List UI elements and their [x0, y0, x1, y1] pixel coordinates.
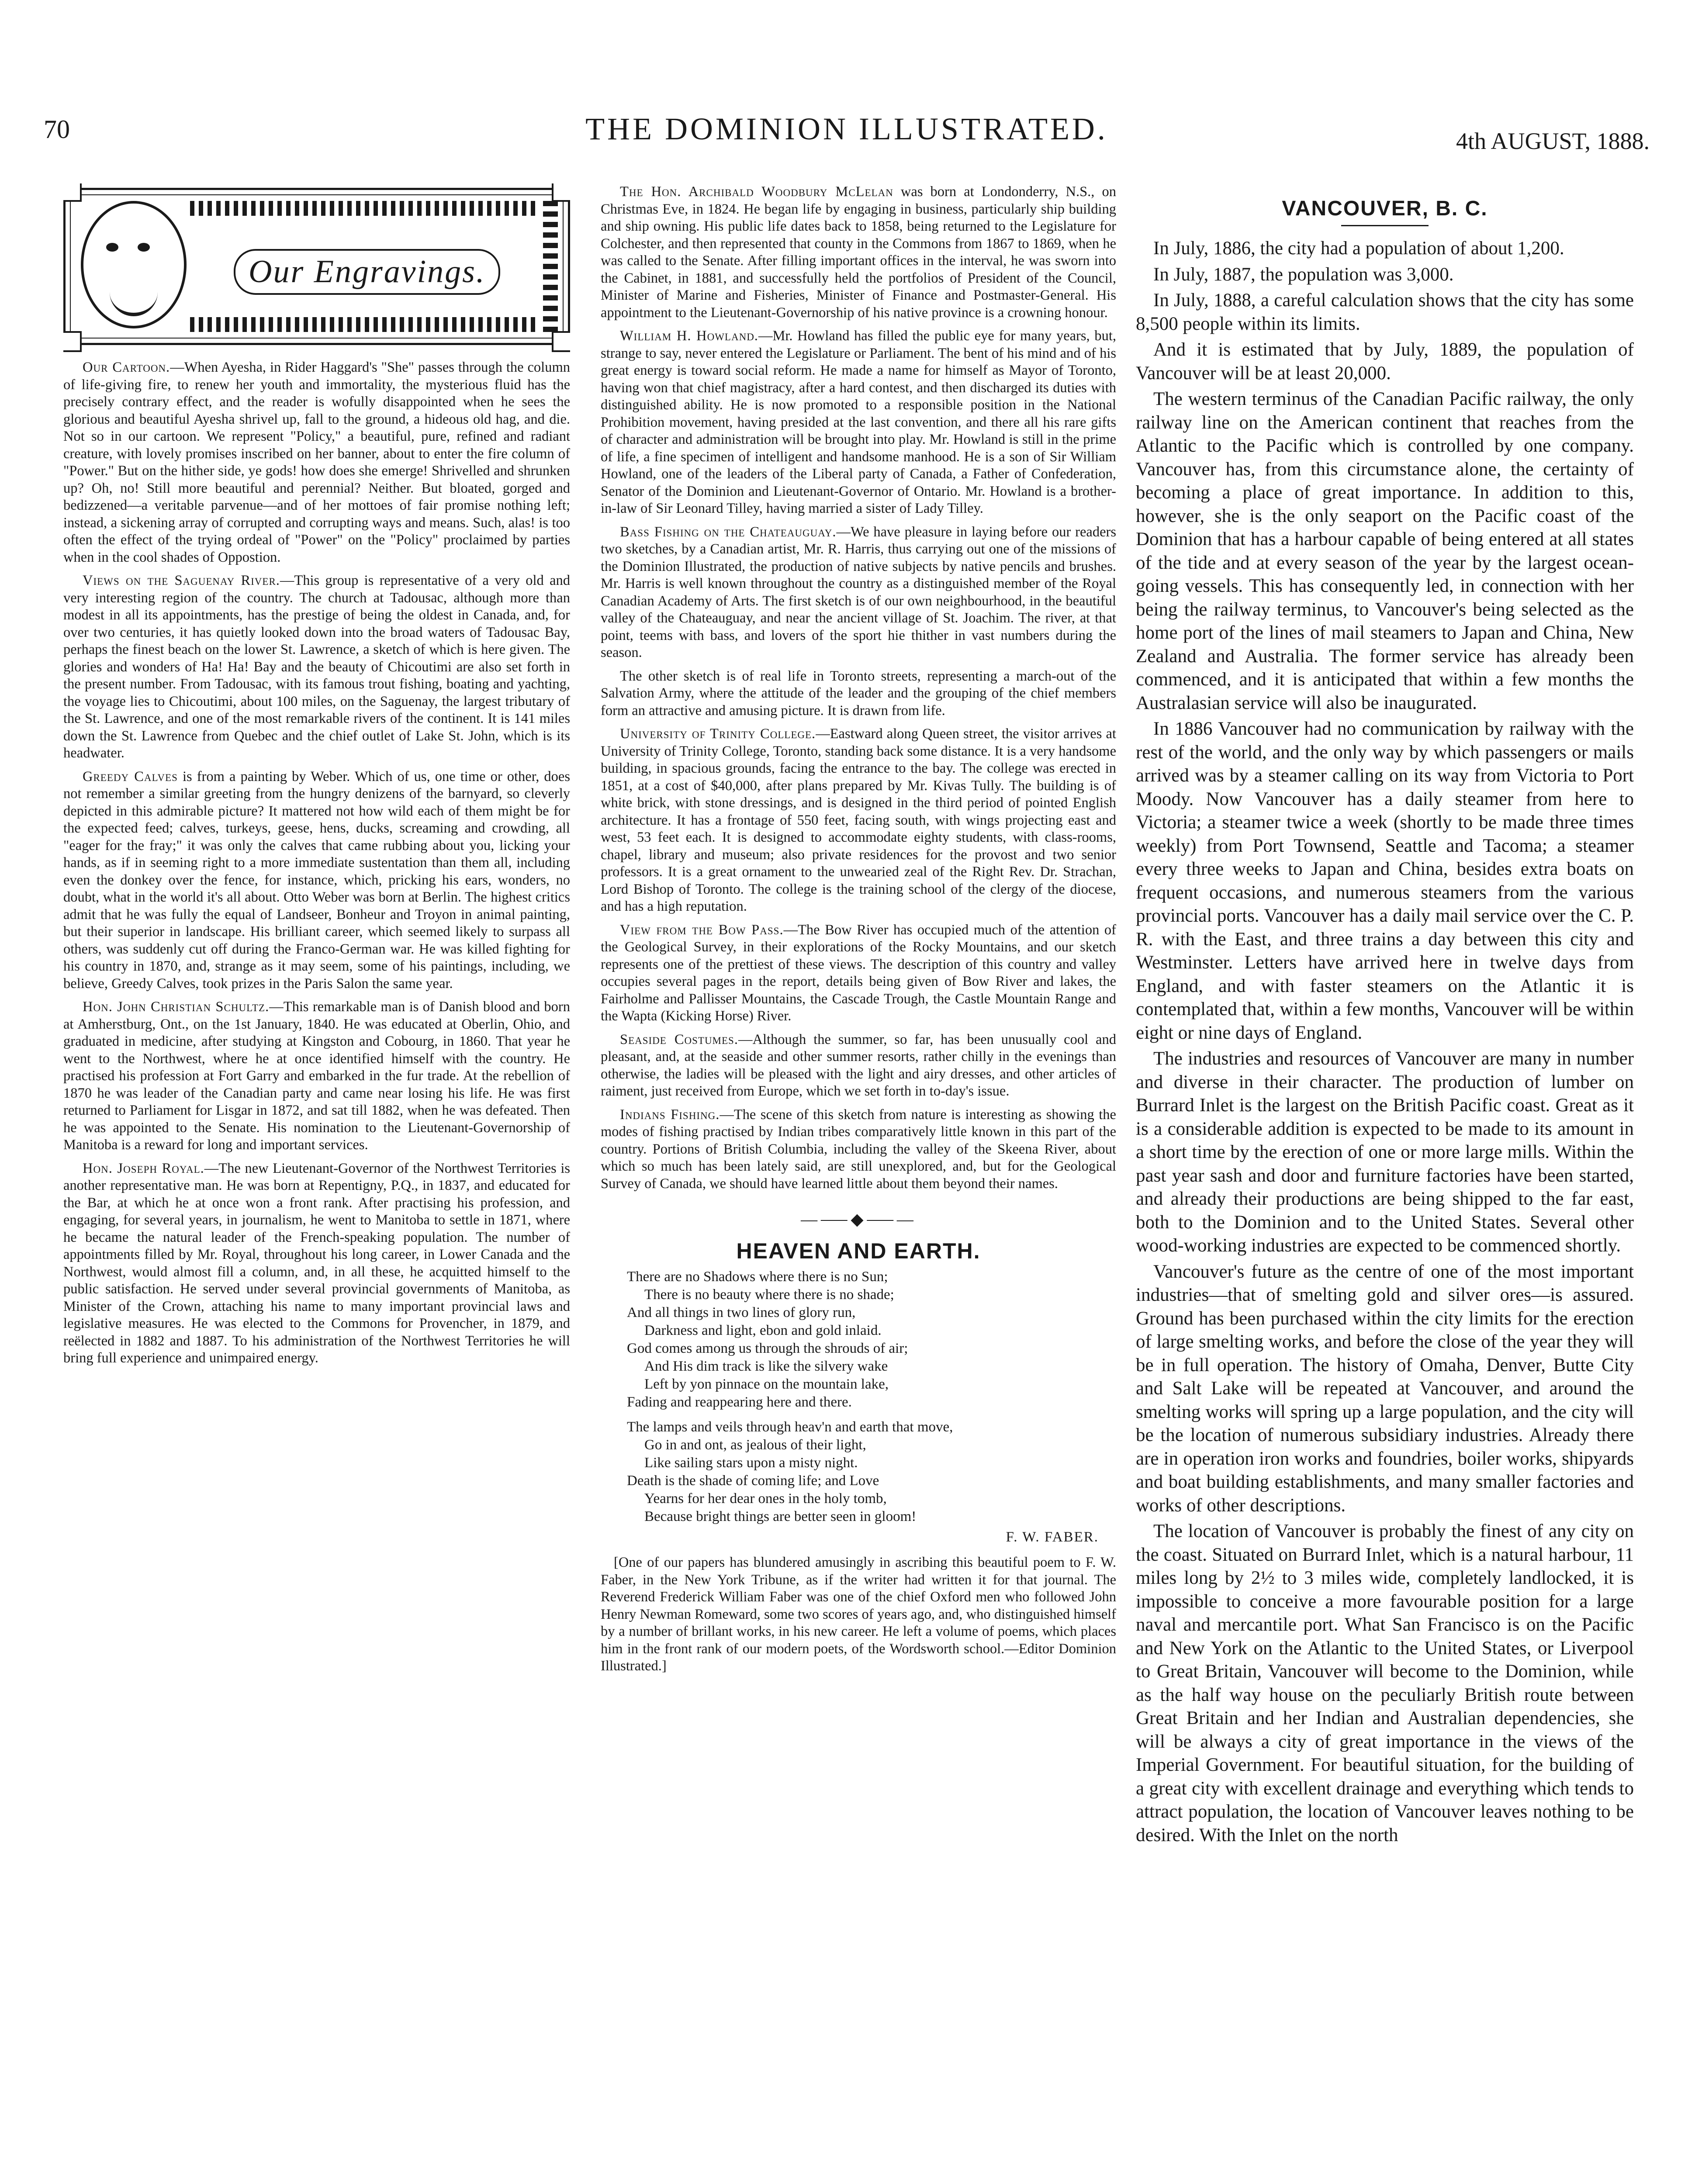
paragraph-text: The other sketch is of real life in Toronto streets, representing a march-out of the Salvation Army, where the attitude of the leader and the grouping of the chief members form an attractive and amusing picture. It is drawn from life.	[601, 668, 1116, 719]
engraving-paragraph	[601, 183, 1116, 321]
paragraph-lead: Bass Fishing on the Chateauguay.	[620, 524, 837, 540]
paragraph-lead: University of Trinity College.	[620, 726, 816, 742]
poem-line: Death is the shade of coming life; and Love	[627, 1473, 879, 1489]
engraving-paragraph	[63, 1160, 570, 1367]
article-paragraph: The industries and resources of Vancouver are many in number and diverse in their character. The production of lumber on Burrard Inlet is the largest on the British Pacific coast. Great as it is a considerable addition is expected to be made to its amount in a short time by the erection of one or more large mills. Within the past year sash and door and furniture factories have been started, and already their productions are being shipped to the far east, both to the Dominion and to the United States. Several other wood-working industries are expected to be commenced shortly.	[1136, 1048, 1634, 1256]
poem-title: HEAVEN AND EARTH.	[736, 1239, 981, 1263]
corner-ornament	[63, 331, 82, 352]
poem-line: There are no Shadows where there is no Sun;	[627, 1269, 888, 1285]
section-divider-ornament: —⸺◆⸺—	[801, 1210, 916, 1229]
corner-ornament	[552, 183, 570, 202]
paragraph-text: —The scene of this sketch from nature is interesting as showing the modes of fishing practised by Indian tribes comparatively little known in this part of the country. Portions of British Columbia, including the valley of the Skeena River, about which so much has been lately said, are still unexplored, and, but for the Geological Survey of Canada, we should have learned little about them beyond their names.	[601, 1106, 1116, 1192]
poem-line: God comes among us through the shrouds of air;	[627, 1341, 908, 1356]
engraving-paragraph	[63, 768, 570, 993]
ornamental-side-border	[543, 201, 558, 332]
engraving-paragraph	[601, 1031, 1116, 1100]
paragraph-text: was born at Londonderry, N.S., on Christmas Eve, in 1824. He began life by engaging in business, particularly ship building and ship owning. His public life dates back to 1858, being returned to the Legislature for Colchester, and then represented that county in the Commons from 1867 to 1869, when he was called to the Senate. After filling important offices in the interval, he was sworn into the Cabinet, in 1881, and successfully held the portfolios of President of the Council, Minister of Marine and Fisheries, Minister of Finance and Postmaster-General. His appointment to the Lieutenant-Governorship of his native province is a crowning honour.	[601, 184, 1116, 321]
paragraph-lead: William H. Howland.	[620, 328, 758, 344]
article-paragraph: In July, 1886, the city had a population of about 1,200.	[1153, 238, 1564, 259]
corner-ornament	[552, 331, 570, 352]
poem-body	[627, 1268, 1116, 1526]
poem-line: And all things in two lines of glory run,	[627, 1305, 856, 1320]
masthead-title: THE DOMINION ILLUSTRATED.	[585, 111, 1108, 146]
engraving-paragraph	[601, 524, 1116, 662]
article-paragraph: The western terminus of the Canadian Pacific railway, the only railway line on the American continent that reaches from the Atlantic to the Pacific which is controlled by one company. Vancouver has, from this circumstance alone, the certainty of becoming a place of great importance. In addition to this, however, she is the only seaport on the Pacific coast of the Dominion that has a harbour capable of being entered at all states of the tide and at every season of the year by the largest ocean-going vessels. This has consequently led, in connection with her being the railway terminus, to Vancouver's being selected as the home port of the lines of mail steamers to Japan and China, New Zealand and Australia. The former service has already been commenced, and it is anticipated that within a few months the Australasian service will also be inaugurated.	[1136, 389, 1634, 713]
poem-line: The lamps and veils through heav'n and earth that move,	[627, 1419, 953, 1435]
article-paragraph: In July, 1888, a careful calculation shows that the city has some 8,500 people within its limits.	[1136, 290, 1634, 334]
running-head	[44, 111, 1650, 162]
article-title: VANCOUVER, B. C.	[1282, 197, 1488, 220]
article-paragraph: And it is estimated that by July, 1889, the population of Vancouver will be at least 20,000.	[1136, 339, 1634, 384]
article-paragraph: In 1886 Vancouver had no communication by railway with the rest of the world, and the only way by which passengers or mails arrived was by a steamer calling on its way from Victoria to Port Moody. Now Vancouver has a daily steamer from here to Victoria; a steamer twice a week (shortly to be made three times weekly) from Port Townsend, Seattle and Tacoma; a steamer every three weeks to Japan and China, besides extra boats on frequent occasions, and numerous steamers from the various provincial ports. Vancouver has a daily mail service over the C. P. R. with the East, and three trains a day between this city and Westminster. Letters have arrived here in twelve days from England, and with faster steamers on the Atlantic it is contemplated that, within a few months, Vancouver will be within eight or nine days of England.	[1136, 719, 1634, 1043]
page-number: 70	[44, 115, 70, 144]
paragraph-lead: The Hon. Archibald Woodbury McLelan	[620, 184, 893, 200]
paragraph-lead: Hon. Joseph Royal.	[83, 1160, 204, 1176]
paragraph-lead: Indians Fishing.	[620, 1106, 720, 1123]
paragraph-text: —Although the summer, so far, has been unusually cool and pleasant, and, at the seaside and other summer resorts, rather chilly in the evenings than otherwise, the ladies will be pleased with the light and airy dresses, and other articles of raiment, just received from Europe, which we set forth in to-day's issue.	[601, 1031, 1116, 1099]
engraving-paragraph	[63, 999, 570, 1154]
column-2	[601, 183, 1116, 2184]
paragraph-lead: Hon. John Christian Schultz.	[83, 999, 270, 1015]
our-engravings-banner	[63, 183, 570, 349]
paragraph-lead: Seaside Costumes.	[620, 1031, 738, 1047]
engraving-paragraph	[601, 1106, 1116, 1193]
engraving-paragraph	[63, 572, 570, 762]
corner-ornament	[63, 183, 82, 202]
engraving-paragraph	[601, 726, 1116, 916]
paragraph-text: is from a painting by Weber. Which of us, one time or other, does not remember a similar greeting from the hungry denizens of the barnyard, so cleverly depicted in this admirable picture? It mattered not how wild each of them might be for the expected feed; calves, turkeys, geese, hens, ducks, screaming and crowding, all "eager for the fray;" it was only the calves that came rubbing about you, licking your hands, as if in seeming right to a more immediate sustentation than them all, including even the donkey over the fence, for instance, which, pricking his ears, wonders, no doubt, what in the world it's all about. Otto Weber was born at Berlin. The highest critics admit that he was fully the equal of Landseer, Bonheur and Troyon in animal painting, but their superior in landscape. His brilliant career, which seemed likely to surpass all others, was suddenly cut off during the Franco-German war. He was killed fighting for his country in 1870, and, strange as it may seem, some of his paintings, including, we believe, Greedy Calves, took prizes in the Paris Salon the same year.	[63, 768, 570, 992]
paragraph-text: —The new Lieutenant-Governor of the Northwest Territories is another representative man. He was born at Repentigny, P.Q., in 1837, and educated for the Bar, at which he at once won a front rank. After practising his profession, and engaging, for several years, in journalism, he went to Manitoba to settle in 1871, where he became the natural leader of the French-speaking population. The number of appointments filled by Mr. Royal, throughout his long career, in Lower Canada and the Northwest, would almost fill a column, and, in all these, he acquitted himself to the public satisfaction. He served under several provincial governments of Manitoba, as Minister of the Crown, attaching his name to many important provincial laws and legislative measures. He was elected to the Commons for Provencher, in 1879, and reëlected in 1882 and 1887. To his administration of the Northwest Territories he will bring full experience and unimpaired energy.	[63, 1160, 570, 1366]
greek-key-border	[190, 317, 540, 332]
paragraph-text: —Mr. Howland has filled the public eye for many years, but, strange to say, never entered the Legislature or Parliament. The bent of his mind and of his great energy is toward social reform. He made a name for himself as Mayor of Toronto, having won that chief magistracy, after a hard contest, and then discharged its duties with distinguished ability. He is now promoted to a responsible position in the National Prohibition movement, having presided at the last convention, and there all his rare gifts of character and administration will be brought into play. Mr. Howland is still in the prime of life, a fine specimen of intelligent and handsome manhood. He is a son of Sir William Howland, one of the leaders of the Liberal party of Canada, a Father of Confederation, Senator of the Dominion and Lieutenant-Governor of Ontario. Mr. Howland is a brother-in-law of Sir Leonard Tilley, having married a sister of Lady Tilley.	[601, 328, 1116, 516]
engraving-paragraph	[601, 922, 1116, 1025]
paragraph-lead: View from the Bow Pass.	[620, 922, 784, 938]
title-rule	[1341, 225, 1429, 226]
stanza-break	[627, 1411, 1116, 1418]
paragraph-text: —Eastward along Queen street, the visitor arrives at University of Trinity College, Toronto, standing back some distance. It is a very handsome building, in spacious grounds, facing the entrance to the bay. The college was erected in 1851, at a cost of $40,000, after plans prepared by Mr. Kivas Tully. The building is of white brick, with stone dressings, and is designed in the third period of pointed English architecture. It has a frontage of 550 feet, facing south, with wings projecting east and west, 53 feet each. It is designed to accommodate eighty students, with class-rooms, chapel, library and museum; also private residences for the provost and two senior professors. It is a great ornament to the unwearied zeal of the Right Rev. Dr. Strachan, Lord Bishop of Toronto. The college is the training school of the clergy of the diocese, and has a high reputation.	[601, 726, 1116, 914]
paragraph-text: —This group is representative of a very old and very interesting region of the country. The church at Tadousac, although more than modest in all its appointments, has the prestige of being the oldest in Canada, and, for over two centuries, it has quietly looked down into the broad waters of Tadousac Bay, perhaps the finest beach on the lower St. Lawrence, a sketch of which is here given. The glories and wonders of Ha! Ha! Bay and the beauty of Chicoutimi are also set forth in the present number. From Tadousac, with its famous trout fishing, boating and yachting, the voyage lies to Chicoutimi, about 100 miles, on the Saguenay, the largest tributary of the St. Lawrence, and one of the most remarkable rivers of the continent. It is 141 miles down the St. Lawrence from Quebec and the chief outlet of Lake St. John, which is its headwater.	[63, 573, 570, 761]
banner-title: Our Engravings.	[234, 249, 500, 295]
poem-author: F. W. FABER.	[1006, 1529, 1099, 1545]
greek-key-border	[190, 201, 540, 216]
paragraph-text: —We have pleasure in laying before our readers two sketches, by a Canadian artist, Mr. R. Harris, thus carrying out one of the missions of the Dominion Illustrated, the production of native subjects by native pencils and brushes. Mr. Harris is well known throughout the country as a distinguished member of the Royal Canadian Academy of Arts. The first sketch is of our own neighbourhood, in the beautiful valley of the Chateauguay, and near the ancient village of St. Joachim. The river, at that point, teems with bass, and lovers of the sport hie thither in vast numbers during the season.	[601, 524, 1116, 660]
article-paragraph: In July, 1887, the population was 3,000.	[1153, 264, 1454, 285]
paragraph-text: —When Ayesha, in Rider Haggard's "She" passes through the column of life-giving fire, to renew her youth and immortality, the mysterious fluid has the precisely contrary effect, and the reader is wofully disappointed when he sees the glorious and beautiful Ayesha shrivel up, fall to the ground, a hideous old hag, and die. Not so in our cartoon. We represent "Policy," a beautiful, pure, refined and radiant creature, with lovely promises inscribed on her banner, about to enter the fire column of "Power." But on the hither side, ye gods! how does she emerge! Shrivelled and shrunken up? Oh, no! Still more beautiful and perennial? Neither. But bloated, gorged and bedizzened—a veritable parvenue—and of her mottoes of fair promise nothing left; instead, a sickening array of corrupted and corrupting ways and means. Such, alas! is too often the effect of the trying ordeal of "Power" on the "Policy" proclaimed by parties when in the cool shades of Oppostion.	[63, 359, 570, 565]
paragraph-text: —The Bow River has occupied much of the attention of the Geological Survey, in their explorations of the Rocky Mountains, and our sketch represents one of the prettiest of these views. The description of this country and valley occupies several pages in the report, details being given of Bow River and lakes, the Fairholme and Pallisser Mountains, the Cascade Trough, the Castle Mountain Range and the Wapta (Kicking Horse) River.	[601, 922, 1116, 1024]
poem-line: Fading and reappearing here and there.	[627, 1394, 852, 1410]
poem-line: There is no beauty where there is no shade;	[644, 1287, 894, 1303]
poem-line: Like sailing stars upon a misty night.	[644, 1455, 858, 1471]
column-1	[63, 183, 570, 2184]
bearded-face-medallion-icon	[81, 201, 187, 328]
article-paragraph: The location of Vancouver is probably the finest of any city on the coast. Situated on Burrard Inlet, which is a natural harbour, 11 miles long by 2½ to 3 miles wide, completely landlocked, it is impossible to conceive a more favourable position for a large naval and mercantile port. What San Francisco is on the Pacific and New York on the Atlantic to the United States, or Liverpool to Great Britain, Vancouver will become to the Dominion, while as the half way house on the peculiarly British route between Great Britain and her Indian and Australian dependencies, she will be always a city of great importance in the views of the Imperial Government. For beautiful situation, for the building of a great city with excellent drainage and everything which tends to attract population, the location of Vancouver leaves nothing to be desired. With the Inlet on the north	[1136, 1521, 1634, 1845]
column-3	[1136, 183, 1634, 2184]
paragraph-text: —This remarkable man is of Danish blood and born at Amherstburg, Ont., on the 1st January, 1840. He was educated at Oberlin, Ohio, and graduated in medicine, after studying at Kingston and Cobourg, in 1860. That year he went to the Northwest, where he at once identified himself with the country. He practised his profession at Fort Garry and embarked in the fur trade. At the rebellion of 1870 he was leader of the Canadian party and came near losing his life. He was first returned to Parliament for Lisgar in 1872, and sat till 1882, when he was defeated. Then he was appointed to the Senate. His nomination to the Lieutenant-Governorship of Manitoba is a reward for long and important services.	[63, 999, 570, 1153]
paragraph-lead: Views on the Saguenay River.	[83, 573, 280, 588]
engraving-paragraph	[601, 328, 1116, 518]
paragraph-lead: Our Cartoon.	[83, 359, 170, 375]
poem-line: Left by yon pinnace on the mountain lake,	[644, 1376, 889, 1392]
editor-note: [One of our papers has blundered amusingly in ascribing this beautiful poem to F. W. Faber, in the New York Tribune, as if the writer had written it for that journal. The Reverend Frederick William Faber was one of the chief Oxford men who followed John Henry Newman Romeward, some two scores of years ago, and, who distinguished himself by a number of brillant works, in his new career. He left a volume of poems, which places him in the front rank of our modern poets, of the Wordsworth school.—Editor Dominion Illustrated.]	[601, 1555, 1116, 1674]
issue-date: 4th AUGUST, 1888.	[1456, 128, 1650, 154]
poem-line: Because bright things are better seen in gloom!	[644, 1509, 917, 1524]
engraving-paragraph	[63, 359, 570, 566]
engraving-paragraph	[601, 668, 1116, 720]
poem-line: Go in and ont, as jealous of their light,	[644, 1437, 866, 1453]
paragraph-lead: Greedy Calves	[83, 768, 178, 784]
article-paragraph: Vancouver's future as the centre of one of the most important industries—that of smelting gold and silver ores—is assured. Ground has been purchased within the city limits for the erection of large smelting works, and before the close of the year they will be in full operation. The history of Omaha, Denver, Butte City and Salt Lake will be repeated at Vancouver, and around the smelting works will spring up a large population, and the city will be the location of numerous subsidiary industries. Already there are in operation iron works and foundries, boiler works, shipyards and boat building establishments, and many smaller factories and works of other descriptions.	[1136, 1261, 1634, 1516]
poem-line: Darkness and light, ebon and gold inlaid.	[644, 1323, 882, 1338]
poem-line: Yearns for her dear ones in the holy tomb,	[644, 1491, 887, 1507]
poem-line: And His dim track is like the silvery wake	[644, 1358, 888, 1374]
